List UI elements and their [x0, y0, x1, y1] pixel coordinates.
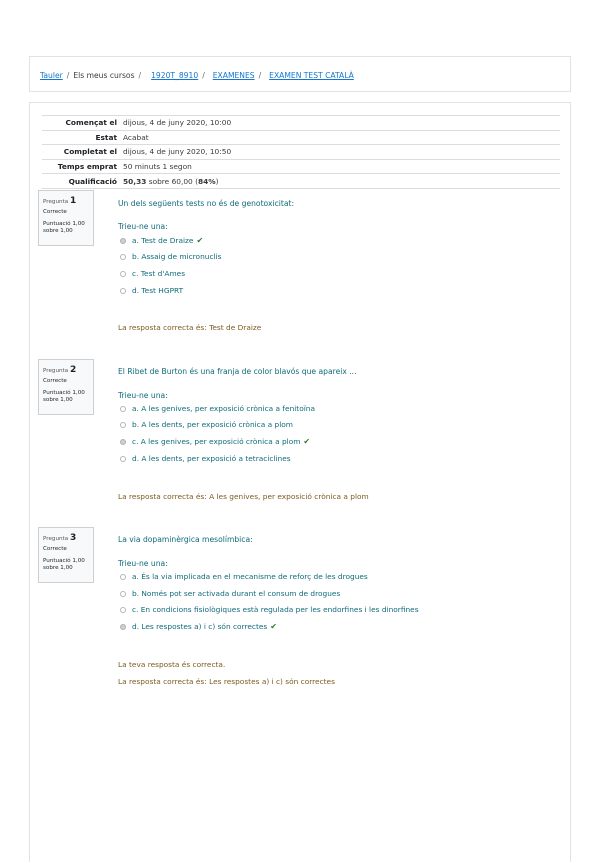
- right-answer-feedback: La resposta correcta és: A les genives, per exposició crònica a plom: [118, 492, 369, 501]
- option-label: a. És la via implicada en el mecanisme de reforç de les drogues: [132, 572, 368, 581]
- breadcrumb-section-link[interactable]: EXAMENES: [212, 71, 255, 80]
- radio-icon[interactable]: [120, 591, 126, 597]
- grade-line: Puntuació 1,00: [43, 389, 85, 396]
- summary-row: [42, 145, 560, 160]
- grade-line: Puntuació 1,00: [43, 557, 85, 564]
- option-label: d. Les respostes a) i c) són correctes: [132, 622, 268, 631]
- radio-icon[interactable]: [120, 254, 126, 260]
- breadcrumb-separator: /: [202, 71, 205, 80]
- question-grade: [43, 390, 89, 405]
- answer-option[interactable]: [120, 437, 310, 446]
- summary-value: dijous, 4 de juny 2020, 10:50: [123, 145, 560, 160]
- option-label: d. A les dents, per exposició a tetraciclines: [132, 454, 291, 463]
- summary-key: Qualificació: [42, 174, 123, 189]
- question-number-value: 1: [69, 196, 77, 206]
- summary-grade-value: [123, 174, 560, 189]
- check-icon: ✔: [270, 622, 277, 631]
- question-label: Pregunta: [43, 368, 69, 374]
- option-label: b. Només pot ser activada durant el consum de drogues: [132, 589, 341, 598]
- question-number: [43, 364, 89, 376]
- answer-option[interactable]: [120, 622, 277, 631]
- radio-icon[interactable]: [120, 288, 126, 294]
- breadcrumb-card: [29, 56, 571, 92]
- question-number-value: 3: [69, 533, 77, 543]
- quiz-review-card: [29, 102, 571, 862]
- option-label: c. A les genives, per exposició crònica a plom: [132, 437, 301, 446]
- answer-option[interactable]: [120, 454, 291, 463]
- breadcrumb-separator: /: [66, 71, 70, 80]
- grade-percent: 84%: [197, 176, 216, 186]
- summary-value: Acabat: [123, 130, 560, 145]
- question-state: Correcte: [43, 546, 67, 553]
- summary-key: Completat el: [42, 145, 123, 160]
- option-label: d. Test HGPRT: [132, 286, 184, 295]
- breadcrumb-course-link[interactable]: 1920T_8910: [151, 71, 199, 80]
- question-text: La via dopaminèrgica mesolímbica:: [118, 535, 253, 544]
- summary-row: [42, 174, 560, 189]
- check-icon: ✔: [196, 236, 204, 245]
- attempt-summary-table: [42, 115, 560, 189]
- answer-option[interactable]: [120, 589, 340, 598]
- answer-option[interactable]: [120, 420, 293, 429]
- summary-row: [42, 116, 560, 131]
- grade-line: Puntuació 1,00: [43, 220, 85, 227]
- summary-key: Començat el: [42, 116, 123, 131]
- question-state: Correcte: [43, 209, 67, 216]
- question-info-box: [38, 190, 94, 246]
- question-text: El Ribet de Burton és una franja de color blavós que apareix ...: [118, 367, 357, 376]
- radio-icon[interactable]: [120, 439, 126, 445]
- answer-option[interactable]: [120, 236, 203, 245]
- breadcrumb-separator: /: [138, 71, 142, 80]
- check-icon: ✔: [303, 437, 311, 446]
- right-answer-feedback: La resposta correcta és: Les respostes a) i c) són correctes: [118, 677, 335, 686]
- summary-key: Estat: [42, 130, 123, 145]
- breadcrumb-home-link[interactable]: Tauler: [40, 71, 63, 80]
- grade-score: 50,33: [123, 176, 147, 186]
- answer-option[interactable]: [120, 286, 183, 295]
- answer-option[interactable]: [120, 252, 221, 261]
- answer-option[interactable]: [120, 572, 368, 581]
- question-grade: [43, 221, 89, 236]
- summary-value: dijous, 4 de juny 2020, 10:00: [123, 116, 560, 131]
- option-label: c. Test d'Ames: [132, 269, 186, 278]
- radio-icon[interactable]: [120, 422, 126, 428]
- question-number: [43, 532, 89, 544]
- question-info-box: [38, 359, 94, 415]
- grade-line: sobre 1,00: [43, 565, 73, 572]
- question-info-box: [38, 527, 94, 583]
- right-answer-feedback: La resposta correcta és: Test de Draize: [118, 323, 262, 332]
- answer-option[interactable]: [120, 404, 315, 413]
- option-label: a. A les genives, per exposició crònica a fenitoïna: [132, 404, 315, 413]
- option-label: b. A les dents, per exposició crònica a plom: [132, 420, 293, 429]
- breadcrumb: [40, 71, 354, 80]
- radio-icon[interactable]: [120, 406, 126, 412]
- grade-line: sobre 1,00: [43, 397, 73, 404]
- radio-icon[interactable]: [120, 271, 126, 277]
- option-label: a. Test de Draize: [132, 236, 194, 245]
- breadcrumb-my-courses: Els meus cursos: [73, 71, 135, 80]
- grade-out-of: sobre 60,00 (: [146, 176, 198, 186]
- question-label: Pregunta: [43, 536, 69, 542]
- question-text: Un dels següents tests no és de genotoxicitat:: [118, 199, 295, 208]
- option-label: b. Assaig de micronuclis: [132, 252, 222, 261]
- grade-close: ): [215, 176, 219, 186]
- summary-row: [42, 130, 560, 145]
- radio-icon[interactable]: [120, 238, 126, 244]
- radio-icon[interactable]: [120, 624, 126, 630]
- answer-prompt: Trieu-ne una:: [118, 391, 168, 400]
- answer-option[interactable]: [120, 605, 419, 614]
- breadcrumb-separator: /: [258, 71, 262, 80]
- grade-line: sobre 1,00: [43, 228, 73, 235]
- answer-option[interactable]: [120, 269, 185, 278]
- question-number: [43, 195, 89, 207]
- question-number-value: 2: [69, 365, 77, 375]
- question-grade: [43, 558, 89, 573]
- question-state: Correcte: [43, 378, 67, 385]
- radio-icon[interactable]: [120, 456, 126, 462]
- summary-key: Temps emprat: [42, 159, 123, 174]
- answer-prompt: Trieu-ne una:: [118, 559, 168, 568]
- summary-row: [42, 159, 560, 174]
- option-label: c. En condicions fisiològiques està regulada per les endorfines i les dinorfines: [132, 605, 419, 614]
- summary-value: 50 minuts 1 segon: [123, 159, 560, 174]
- radio-icon[interactable]: [120, 574, 126, 580]
- question-label: Pregunta: [43, 199, 69, 205]
- answer-prompt: Trieu-ne una:: [118, 222, 168, 231]
- radio-icon[interactable]: [120, 607, 126, 613]
- your-answer-feedback: La teva resposta és correcta.: [118, 660, 226, 669]
- breadcrumb-quiz-link[interactable]: EXAMEN TEST CATALÀ: [269, 71, 354, 80]
